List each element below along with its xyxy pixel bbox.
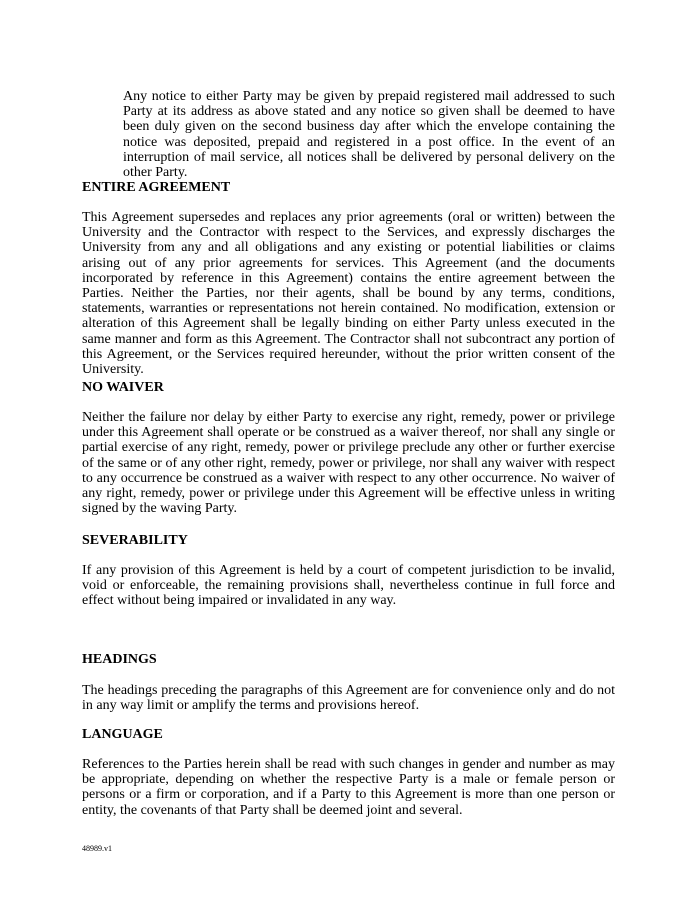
headings-heading: HEADINGS <box>82 652 157 667</box>
notice-paragraph: Any notice to either Party may be given by prepaid registered mail addressed to such Party at its address as above stated and any notice so given shall be deemed to have been duly given on the second business day after which the envelope containing the notice was deposited, prepaid and registered in a post office. In the event of an interruption of mail service, all notices shall be delivered by personal delivery on the other Party. <box>123 89 615 181</box>
entire-agreement-heading: ENTIRE AGREEMENT <box>82 180 231 195</box>
no-waiver-paragraph: Neither the failure nor delay by either Party to exercise any right, remedy, power or privilege under this Agreement shall operate or be construed as a waiver thereof, nor shall any single or partial exercise of any right, remedy, power or privilege preclude any other or further exercise of the same or of any other right, remedy, power or privilege, nor shall any waiver with respect to any occurrence be construed as a waiver with respect to any other occurrence. No waiver of any right, remedy, power or privilege under this Agreement will be effective unless in writing signed by the waving Party. <box>82 410 615 517</box>
language-paragraph: References to the Parties herein shall be read with such changes in gender and number as may be appropriate, depending on whether the respective Party is a male or female person or persons or a firm or corporation, and if a Party to this Agreement is more than one person or entity, the covenants of that Party shall be deemed joint and several. <box>82 757 615 818</box>
language-heading: LANGUAGE <box>82 727 163 742</box>
headings-paragraph: The headings preceding the paragraphs of this Agreement are for convenience only and do not in any way limit or amplify the terms and provisions hereof. <box>82 683 615 714</box>
severability-paragraph: If any provision of this Agreement is held by a court of competent jurisdiction to be invalid, void or enforceable, the remaining provisions shall, nevertheless continue in full force and effect without being impaired or invalidated in any way. <box>82 563 615 609</box>
entire-agreement-paragraph: This Agreement supersedes and replaces any prior agreements (oral or written) between the University and the Contractor with respect to the Services, and expressly discharges the University from any and all obligations and any existing or potential liabilities or claims arising out of any prior agreements for services. This Agreement (and the documents incorporated by reference in this Agreement) contains the entire agreement between the Parties. Neither the Parties, nor their agents, shall be bound by any terms, conditions, statements, warranties or representations not herein contained. No modification, extension or alteration of this Agreement shall be legally binding on either Party unless executed in the same manner and form as this Agreement. The Contractor shall not subcontract any portion of this Agreement, or the Services required hereunder, without the prior written consent of the University. <box>82 210 615 378</box>
no-waiver-heading: NO WAIVER <box>82 380 164 395</box>
document-id-footer: 48989.v1 <box>82 844 112 853</box>
severability-heading: SEVERABILITY <box>82 533 188 548</box>
